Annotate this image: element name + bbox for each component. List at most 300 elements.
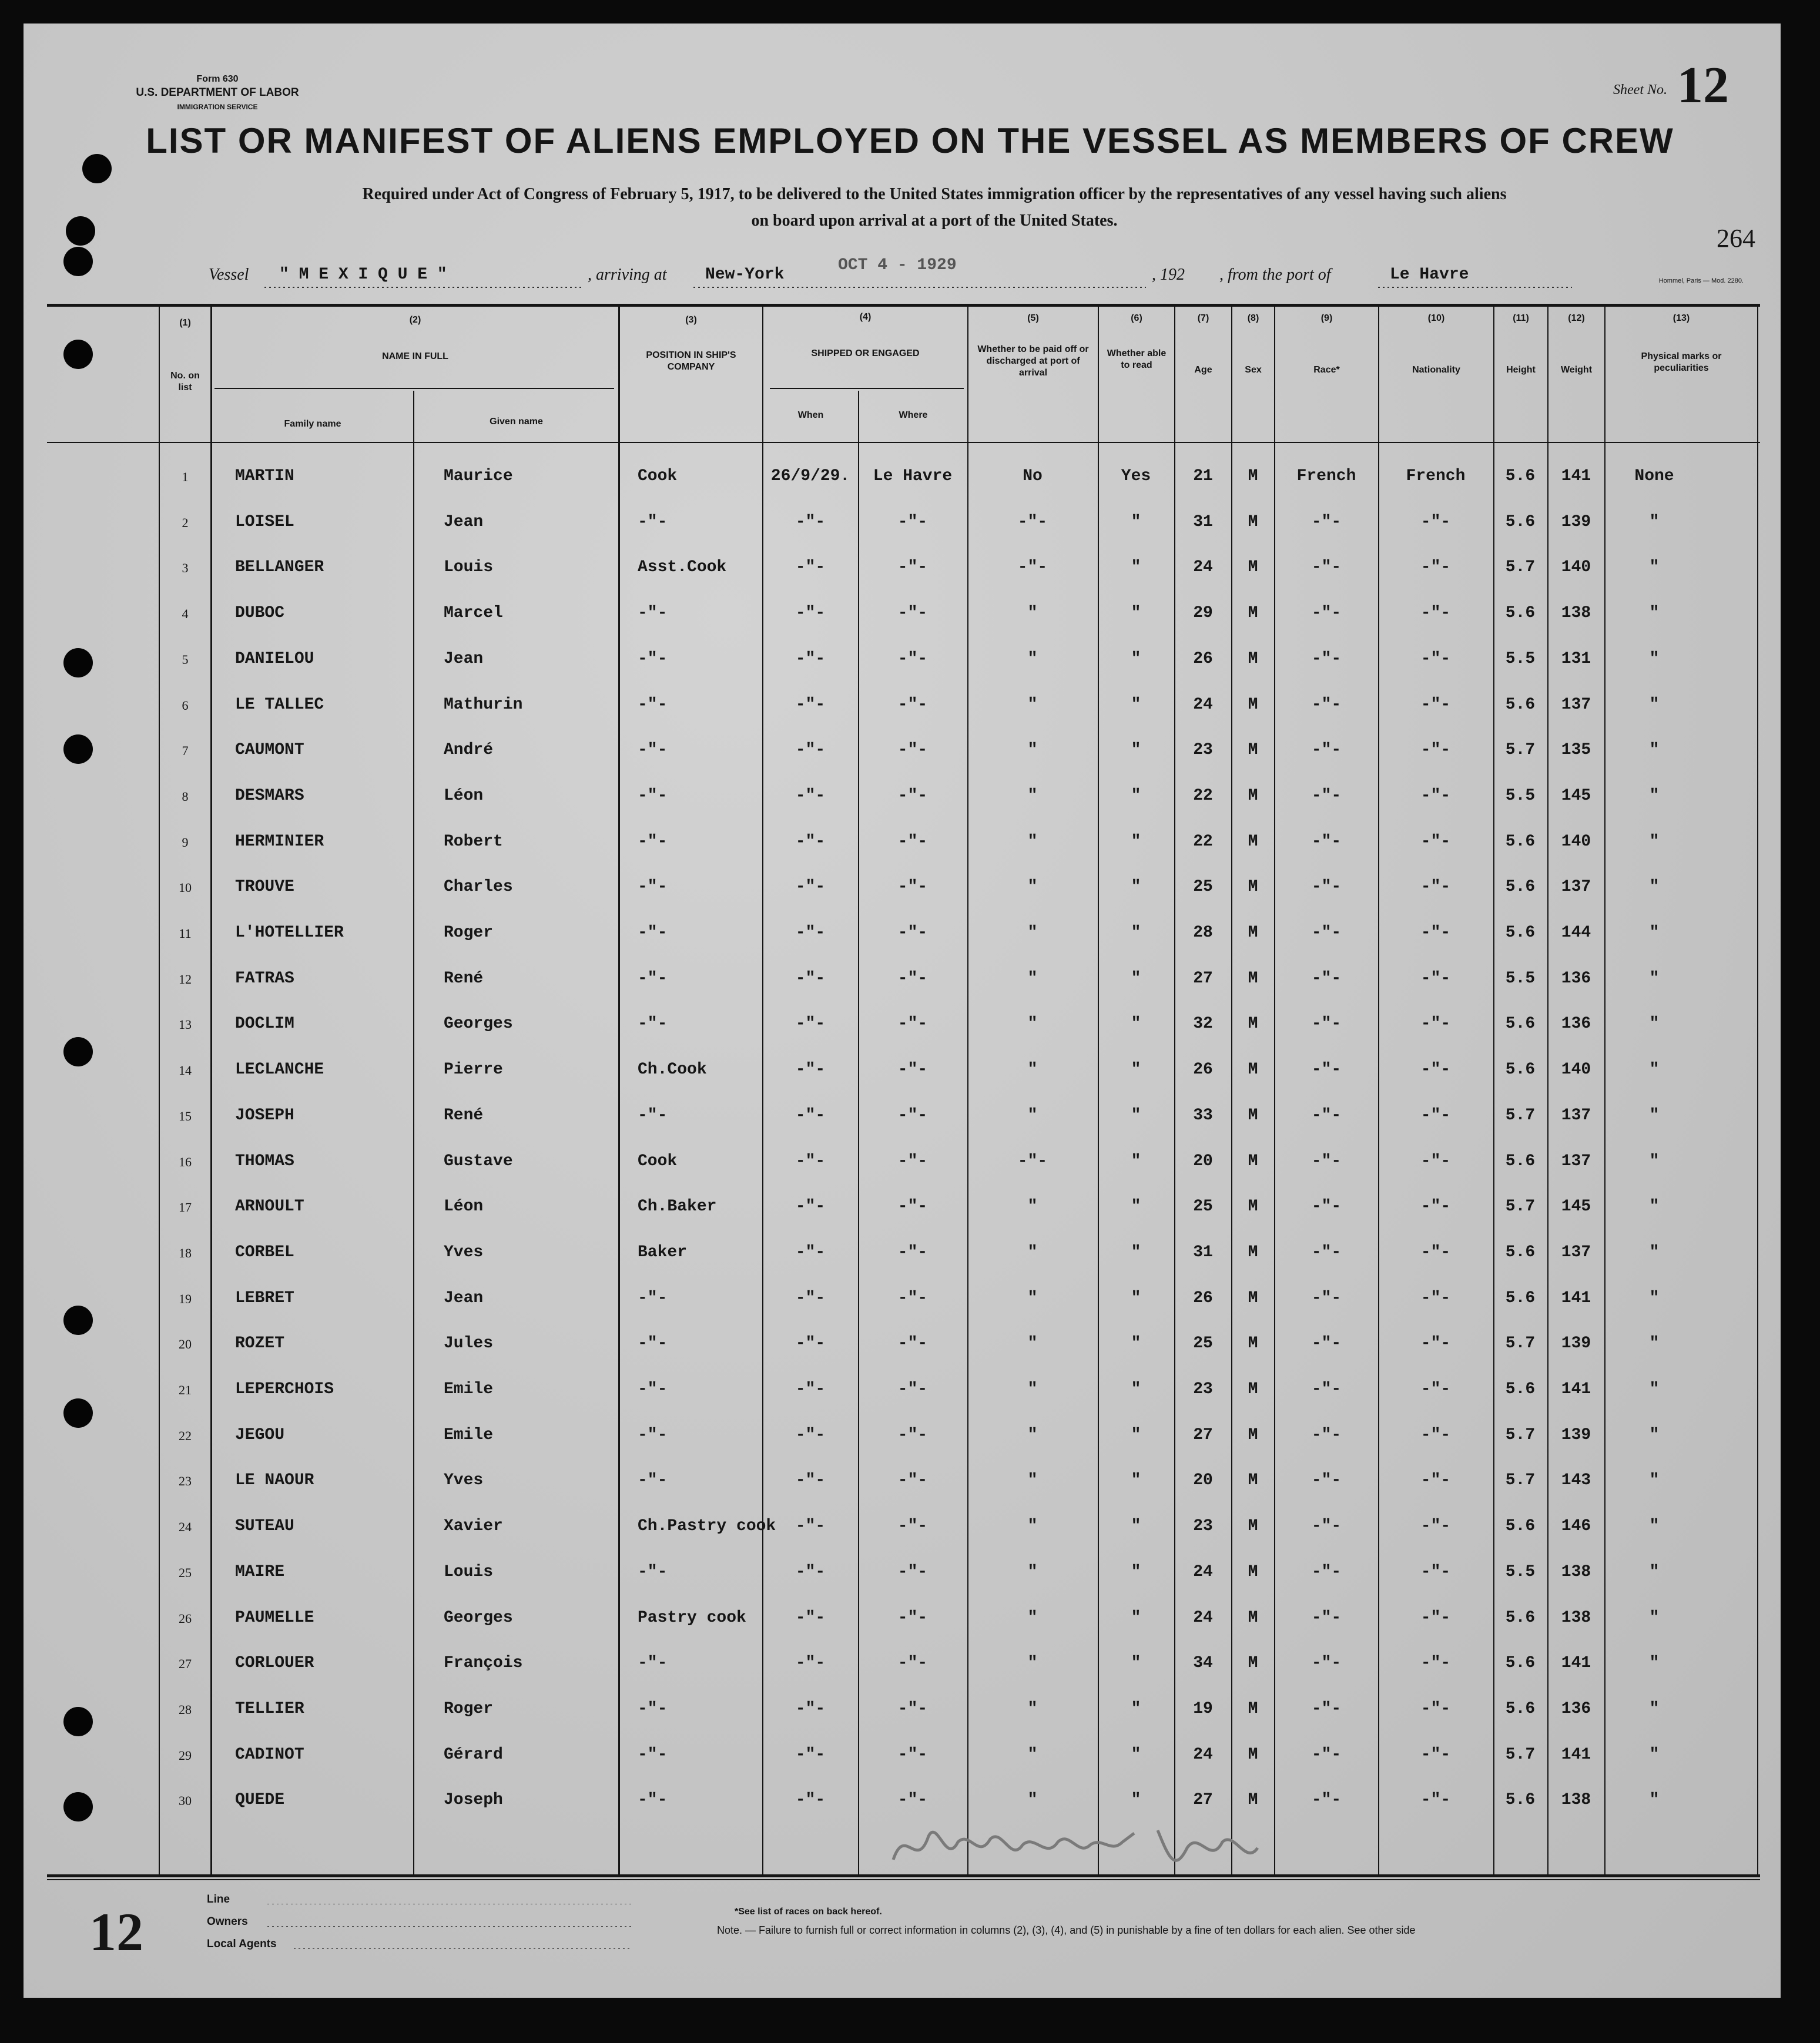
form-number: Form 630: [196, 74, 239, 84]
cell-paid: ": [1027, 1517, 1038, 1536]
cell-read: ": [1131, 1334, 1141, 1353]
cell-read: ": [1131, 1791, 1141, 1810]
cell-family: FATRAS: [235, 969, 294, 988]
col5-number: (5): [1027, 313, 1039, 323]
cell-family: CAUMONT: [235, 741, 304, 760]
cell-given: Emile: [444, 1380, 494, 1398]
row-number: 11: [179, 926, 192, 941]
cell-age: 22: [1193, 832, 1213, 851]
cell-where: -"-: [897, 832, 928, 851]
cell-sex: M: [1248, 467, 1258, 485]
cell-paid: No: [1023, 467, 1043, 485]
cell-age: 20: [1193, 1471, 1213, 1490]
cell-weight: 139: [1561, 1425, 1591, 1444]
cell-race: -"-: [1311, 878, 1342, 897]
cell-read: ": [1131, 558, 1141, 577]
cell-race: French: [1296, 467, 1356, 485]
row-number: 4: [182, 606, 189, 622]
cell-race: -"-: [1311, 1517, 1342, 1536]
cell-nationality: -"-: [1420, 1425, 1451, 1444]
cell-when: -"-: [795, 1289, 826, 1307]
cell-read: ": [1131, 878, 1141, 897]
cell-when: -"-: [795, 1471, 826, 1490]
cell-given: Louis: [444, 1562, 494, 1581]
footer-line-label: Line: [207, 1893, 230, 1906]
cell-height: 5.7: [1505, 1471, 1536, 1490]
cell-sex: M: [1248, 1152, 1258, 1170]
row-number: 1: [182, 469, 189, 484]
cell-given: Roger: [444, 924, 494, 942]
cell-nationality: -"-: [1420, 1791, 1451, 1810]
row-number: 12: [179, 971, 192, 987]
stamp-number: 264: [1717, 224, 1755, 253]
date-stamp: OCT 4 - 1929: [838, 256, 957, 274]
cell-race: -"-: [1311, 1380, 1342, 1398]
cell-where: -"-: [897, 741, 928, 760]
cell-nationality: -"-: [1420, 1654, 1451, 1673]
cell-marks: ": [1649, 1517, 1660, 1536]
cell-paid: ": [1027, 1106, 1038, 1125]
cell-age: 32: [1193, 1015, 1213, 1034]
cell-paid: ": [1027, 1015, 1038, 1034]
cell-paid: ": [1027, 832, 1038, 851]
cell-family: PAUMELLE: [235, 1608, 314, 1627]
cell-position: -"-: [638, 1699, 668, 1718]
cell-family: LEBRET: [235, 1289, 294, 1307]
cell-sex: M: [1248, 1243, 1258, 1262]
cell-weight: 145: [1561, 786, 1591, 805]
cell-weight: 136: [1561, 969, 1591, 988]
cell-sex: M: [1248, 1289, 1258, 1307]
cell-weight: 131: [1561, 649, 1591, 668]
footer-agents-label: Local Agents: [207, 1938, 277, 1950]
cell-age: 24: [1193, 1745, 1213, 1764]
cell-given: Pierre: [444, 1061, 503, 1079]
cell-read: ": [1131, 695, 1141, 714]
cell-height: 5.7: [1505, 1197, 1536, 1216]
cell-family: MAIRE: [235, 1562, 285, 1581]
cell-when: -"-: [795, 1562, 826, 1581]
cell-paid: ": [1027, 1745, 1038, 1764]
col-sex-header: Sex: [1245, 365, 1262, 375]
row-number: 7: [182, 743, 189, 759]
cell-race: -"-: [1311, 1425, 1342, 1444]
cell-family: MARTIN: [235, 467, 294, 485]
col9-number: (9): [1320, 313, 1333, 323]
cell-marks: ": [1649, 1425, 1660, 1444]
cell-family: TELLIER: [235, 1699, 304, 1718]
cell-where: -"-: [897, 1654, 928, 1673]
cell-weight: 138: [1561, 1608, 1591, 1627]
binder-hole: [63, 247, 93, 276]
row-number: 2: [182, 515, 189, 530]
cell-race: -"-: [1311, 1152, 1342, 1170]
col4-number: (4): [859, 312, 872, 322]
cell-given: René: [444, 969, 484, 988]
cell-read: ": [1131, 1380, 1141, 1398]
cell-family: LE TALLEC: [235, 695, 324, 714]
cell-when: -"-: [795, 1745, 826, 1764]
cell-height: 5.7: [1505, 558, 1536, 577]
sheet-label: Sheet No.: [1613, 82, 1667, 98]
cell-sex: M: [1248, 1471, 1258, 1490]
cell-marks: ": [1649, 741, 1660, 760]
binder-hole: [63, 1398, 93, 1428]
cell-where: -"-: [897, 1425, 928, 1444]
cell-paid: ": [1027, 1197, 1038, 1216]
cell-race: -"-: [1311, 1061, 1342, 1079]
cell-race: -"-: [1311, 1471, 1342, 1490]
cell-nationality: -"-: [1420, 695, 1451, 714]
cell-read: ": [1131, 649, 1141, 668]
cell-paid: ": [1027, 1699, 1038, 1718]
cell-position: Ch.Pastry cook: [638, 1517, 776, 1536]
row-number: 19: [179, 1291, 192, 1306]
cell-given: Marcel: [444, 604, 503, 623]
cell-age: 23: [1193, 1517, 1213, 1536]
officer-signature: [881, 1813, 1293, 1883]
cell-height: 5.7: [1505, 1425, 1536, 1444]
cell-marks: ": [1649, 832, 1660, 851]
cell-position: -"-: [638, 1289, 668, 1307]
cell-when: -"-: [795, 1061, 826, 1079]
cell-height: 5.6: [1505, 467, 1536, 485]
col8-number: (8): [1247, 313, 1259, 323]
cell-read: ": [1131, 1152, 1141, 1170]
race-footnote: *See list of races on back hereof.: [735, 1907, 882, 1917]
cell-position: -"-: [638, 741, 668, 760]
cell-marks: ": [1649, 1699, 1660, 1718]
cell-age: 20: [1193, 1152, 1213, 1170]
cell-read: ": [1131, 969, 1141, 988]
cell-read: ": [1131, 1745, 1141, 1764]
cell-family: ROZET: [235, 1334, 285, 1353]
row-number: 8: [182, 789, 189, 804]
cell-paid: -"-: [1017, 558, 1048, 577]
cell-marks: ": [1649, 1745, 1660, 1764]
cell-where: -"-: [897, 1334, 928, 1353]
cell-position: -"-: [638, 1745, 668, 1764]
cell-marks: ": [1649, 604, 1660, 623]
cell-paid: ": [1027, 1061, 1038, 1079]
binder-hole: [63, 1707, 93, 1736]
cell-when: -"-: [795, 1106, 826, 1125]
cell-sex: M: [1248, 741, 1258, 760]
cell-nationality: -"-: [1420, 924, 1451, 942]
cell-weight: 137: [1561, 878, 1591, 897]
cell-nationality: -"-: [1420, 1745, 1451, 1764]
cell-race: -"-: [1311, 1654, 1342, 1673]
cell-read: ": [1131, 1471, 1141, 1490]
cell-sex: M: [1248, 1197, 1258, 1216]
cell-race: -"-: [1311, 604, 1342, 623]
cell-age: 25: [1193, 878, 1213, 897]
cell-marks: ": [1649, 1608, 1660, 1627]
cell-position: -"-: [638, 832, 668, 851]
cell-position: -"-: [638, 1654, 668, 1673]
cell-sex: M: [1248, 1425, 1258, 1444]
cell-given: Xavier: [444, 1517, 503, 1536]
cell-sex: M: [1248, 558, 1258, 577]
subtitle-line-1: Required under Act of Congress of February 5, 1917, to be delivered to the United States immigration officer by the representatives of any vessel having such aliens: [362, 185, 1507, 203]
cell-sex: M: [1248, 1015, 1258, 1034]
cell-where: -"-: [897, 1380, 928, 1398]
row-number: 16: [179, 1154, 192, 1169]
cell-where: -"-: [897, 1106, 928, 1125]
col10-number: (10): [1427, 313, 1445, 323]
cell-nationality: -"-: [1420, 1608, 1451, 1627]
cell-nationality: -"-: [1420, 969, 1451, 988]
cell-race: -"-: [1311, 1334, 1342, 1353]
cell-sex: M: [1248, 1608, 1258, 1627]
cell-family: QUEDE: [235, 1791, 285, 1810]
cell-race: -"-: [1311, 1699, 1342, 1718]
cell-family: HERMINIER: [235, 832, 324, 851]
cell-read: ": [1131, 1243, 1141, 1262]
cell-race: -"-: [1311, 1015, 1342, 1034]
cell-height: 5.6: [1505, 924, 1536, 942]
cell-race: -"-: [1311, 649, 1342, 668]
cell-nationality: -"-: [1420, 1061, 1451, 1079]
cell-family: JOSEPH: [235, 1106, 294, 1125]
year-label: , 192: [1152, 266, 1185, 284]
row-number: 30: [179, 1793, 192, 1809]
cell-sex: M: [1248, 604, 1258, 623]
row-number: 9: [182, 834, 189, 850]
row-number: 5: [182, 652, 189, 667]
cell-age: 31: [1193, 512, 1213, 531]
cell-when: -"-: [795, 1699, 826, 1718]
cell-weight: 137: [1561, 1106, 1591, 1125]
cell-height: 5.6: [1505, 1699, 1536, 1718]
cell-given: Georges: [444, 1015, 513, 1034]
cell-age: 29: [1193, 604, 1213, 623]
cell-given: Jean: [444, 512, 484, 531]
cell-position: -"-: [638, 969, 668, 988]
cell-where: -"-: [897, 878, 928, 897]
cell-read: ": [1131, 1425, 1141, 1444]
cell-height: 5.6: [1505, 695, 1536, 714]
cell-when: -"-: [795, 1791, 826, 1810]
cell-height: 5.6: [1505, 1061, 1536, 1079]
cell-paid: ": [1027, 649, 1038, 668]
col7-number: (7): [1197, 313, 1209, 323]
cell-paid: ": [1027, 786, 1038, 805]
cell-height: 5.5: [1505, 649, 1536, 668]
row-number: 21: [179, 1383, 192, 1397]
col1-number: (1): [179, 318, 191, 328]
cell-where: -"-: [897, 786, 928, 805]
binder-hole: [63, 1792, 93, 1821]
cell-where: -"-: [897, 695, 928, 714]
cell-height: 5.6: [1505, 1243, 1536, 1262]
cell-where: -"-: [897, 1608, 928, 1627]
col-family-name-header: Family name: [284, 419, 341, 429]
cell-nationality: -"-: [1420, 1152, 1451, 1170]
cell-paid: ": [1027, 924, 1038, 942]
cell-age: 27: [1193, 1791, 1213, 1810]
cell-sex: M: [1248, 1380, 1258, 1398]
row-number: 18: [179, 1245, 192, 1260]
col-able-to-read-header: Whether able to read: [1107, 348, 1167, 370]
cell-race: -"-: [1311, 786, 1342, 805]
cell-given: Georges: [444, 1608, 513, 1627]
binder-hole: [63, 340, 93, 369]
cell-when: -"-: [795, 1425, 826, 1444]
cell-marks: ": [1649, 1152, 1660, 1170]
col-given-name-header: Given name: [490, 417, 543, 427]
cell-nationality: -"-: [1420, 512, 1451, 531]
cell-race: -"-: [1311, 924, 1342, 942]
cell-age: 19: [1193, 1699, 1213, 1718]
cell-when: -"-: [795, 1197, 826, 1216]
col-position-header: POSITION IN SHIP'S COMPANY: [646, 350, 736, 372]
cell-nationality: -"-: [1420, 1106, 1451, 1125]
cell-read: ": [1131, 1608, 1141, 1627]
cell-when: -"-: [795, 832, 826, 851]
cell-marks: ": [1649, 512, 1660, 531]
cell-weight: 135: [1561, 741, 1591, 760]
row-number: 3: [182, 561, 189, 576]
cell-position: -"-: [638, 649, 668, 668]
col-race-header: Race*: [1313, 365, 1340, 375]
cell-given: François: [444, 1654, 523, 1673]
cell-where: -"-: [897, 1289, 928, 1307]
col13-number: (13): [1672, 313, 1690, 323]
sheet-number: 12: [1677, 57, 1729, 114]
arriving-port: New-York: [705, 266, 785, 284]
cell-paid: ": [1027, 604, 1038, 623]
penalty-note: Note. — Failure to furnish full or correct information in columns (2), (3), (4), and (5) in punishable by a fine of ten dollars for each alien. See other side: [717, 1924, 1416, 1936]
cell-when: -"-: [795, 786, 826, 805]
cell-nationality: -"-: [1420, 604, 1451, 623]
cell-nationality: -"-: [1420, 1380, 1451, 1398]
cell-family: LOISEL: [235, 512, 294, 531]
cell-given: Gustave: [444, 1152, 513, 1170]
cell-marks: ": [1649, 1197, 1660, 1216]
cell-given: Yves: [444, 1471, 484, 1490]
cell-where: -"-: [897, 969, 928, 988]
cell-height: 5.7: [1505, 1106, 1536, 1125]
cell-nationality: -"-: [1420, 558, 1451, 577]
cell-weight: 140: [1561, 1061, 1591, 1079]
cell-weight: 137: [1561, 695, 1591, 714]
cell-sex: M: [1248, 1334, 1258, 1353]
cell-age: 26: [1193, 1061, 1213, 1079]
cell-when: -"-: [795, 1152, 826, 1170]
row-number: 29: [179, 1747, 192, 1763]
row-number: 22: [179, 1428, 192, 1443]
cell-position: -"-: [638, 786, 668, 805]
cell-height: 5.7: [1505, 1745, 1536, 1764]
cell-where: -"-: [897, 558, 928, 577]
row-number: 26: [179, 1611, 192, 1626]
cell-age: 26: [1193, 1289, 1213, 1307]
row-number: 10: [179, 880, 192, 895]
cell-height: 5.6: [1505, 1608, 1536, 1627]
cell-position: -"-: [638, 1015, 668, 1034]
cell-paid: ": [1027, 1289, 1038, 1307]
col-paid-off-header: Whether to be paid off or discharged at port of arrival: [977, 344, 1089, 378]
cell-marks: ": [1649, 1243, 1660, 1262]
cell-given: Jean: [444, 649, 484, 668]
cell-when: -"-: [795, 695, 826, 714]
cell-family: LEPERCHOIS: [235, 1380, 334, 1398]
cell-marks: ": [1649, 878, 1660, 897]
cell-race: -"-: [1311, 1608, 1342, 1627]
cell-sex: M: [1248, 969, 1258, 988]
cell-paid: ": [1027, 1334, 1038, 1353]
cell-nationality: -"-: [1420, 1699, 1451, 1718]
cell-nationality: -"-: [1420, 649, 1451, 668]
row-number: 20: [179, 1337, 192, 1352]
cell-marks: ": [1649, 1289, 1660, 1307]
cell-height: 5.6: [1505, 878, 1536, 897]
footer-owners-label: Owners: [207, 1915, 248, 1928]
cell-paid: ": [1027, 1243, 1038, 1262]
cell-read: ": [1131, 924, 1141, 942]
cell-when: -"-: [795, 741, 826, 760]
cell-sex: M: [1248, 1745, 1258, 1764]
cell-read: ": [1131, 832, 1141, 851]
cell-race: -"-: [1311, 1243, 1342, 1262]
cell-weight: 136: [1561, 1015, 1591, 1034]
cell-paid: ": [1027, 1425, 1038, 1444]
cell-weight: 145: [1561, 1197, 1591, 1216]
row-number: 13: [179, 1017, 192, 1032]
cell-where: -"-: [897, 1152, 928, 1170]
cell-age: 23: [1193, 1380, 1213, 1398]
cell-nationality: -"-: [1420, 878, 1451, 897]
cell-race: -"-: [1311, 512, 1342, 531]
col-name-header: NAME IN FULL: [382, 351, 448, 361]
cell-weight: 138: [1561, 1791, 1591, 1810]
cell-given: Yves: [444, 1243, 484, 1262]
cell-age: 27: [1193, 1425, 1213, 1444]
cell-weight: 138: [1561, 604, 1591, 623]
cell-marks: ": [1649, 695, 1660, 714]
cell-marks: ": [1649, 1106, 1660, 1125]
cell-read: ": [1131, 1699, 1141, 1718]
cell-read: ": [1131, 604, 1141, 623]
cell-race: -"-: [1311, 969, 1342, 988]
cell-weight: 141: [1561, 467, 1591, 485]
cell-when: -"-: [795, 604, 826, 623]
cell-sex: M: [1248, 1699, 1258, 1718]
cell-where: -"-: [897, 604, 928, 623]
cell-read: ": [1131, 741, 1141, 760]
cell-marks: ": [1649, 649, 1660, 668]
cell-family: DOCLIM: [235, 1015, 294, 1034]
cell-where: -"-: [897, 1061, 928, 1079]
cell-paid: ": [1027, 1791, 1038, 1810]
cell-sex: M: [1248, 1106, 1258, 1125]
cell-age: 24: [1193, 558, 1213, 577]
cell-weight: 139: [1561, 1334, 1591, 1353]
cell-age: 24: [1193, 695, 1213, 714]
cell-when: -"-: [795, 924, 826, 942]
cell-where: -"-: [897, 649, 928, 668]
cell-height: 5.6: [1505, 1289, 1536, 1307]
cell-paid: ": [1027, 1380, 1038, 1398]
cell-paid: ": [1027, 1562, 1038, 1581]
cell-read: ": [1131, 786, 1141, 805]
cell-race: -"-: [1311, 1791, 1342, 1810]
cell-position: -"-: [638, 1380, 668, 1398]
cell-when: -"-: [795, 1243, 826, 1262]
cell-age: 33: [1193, 1106, 1213, 1125]
row-number: 6: [182, 697, 189, 713]
